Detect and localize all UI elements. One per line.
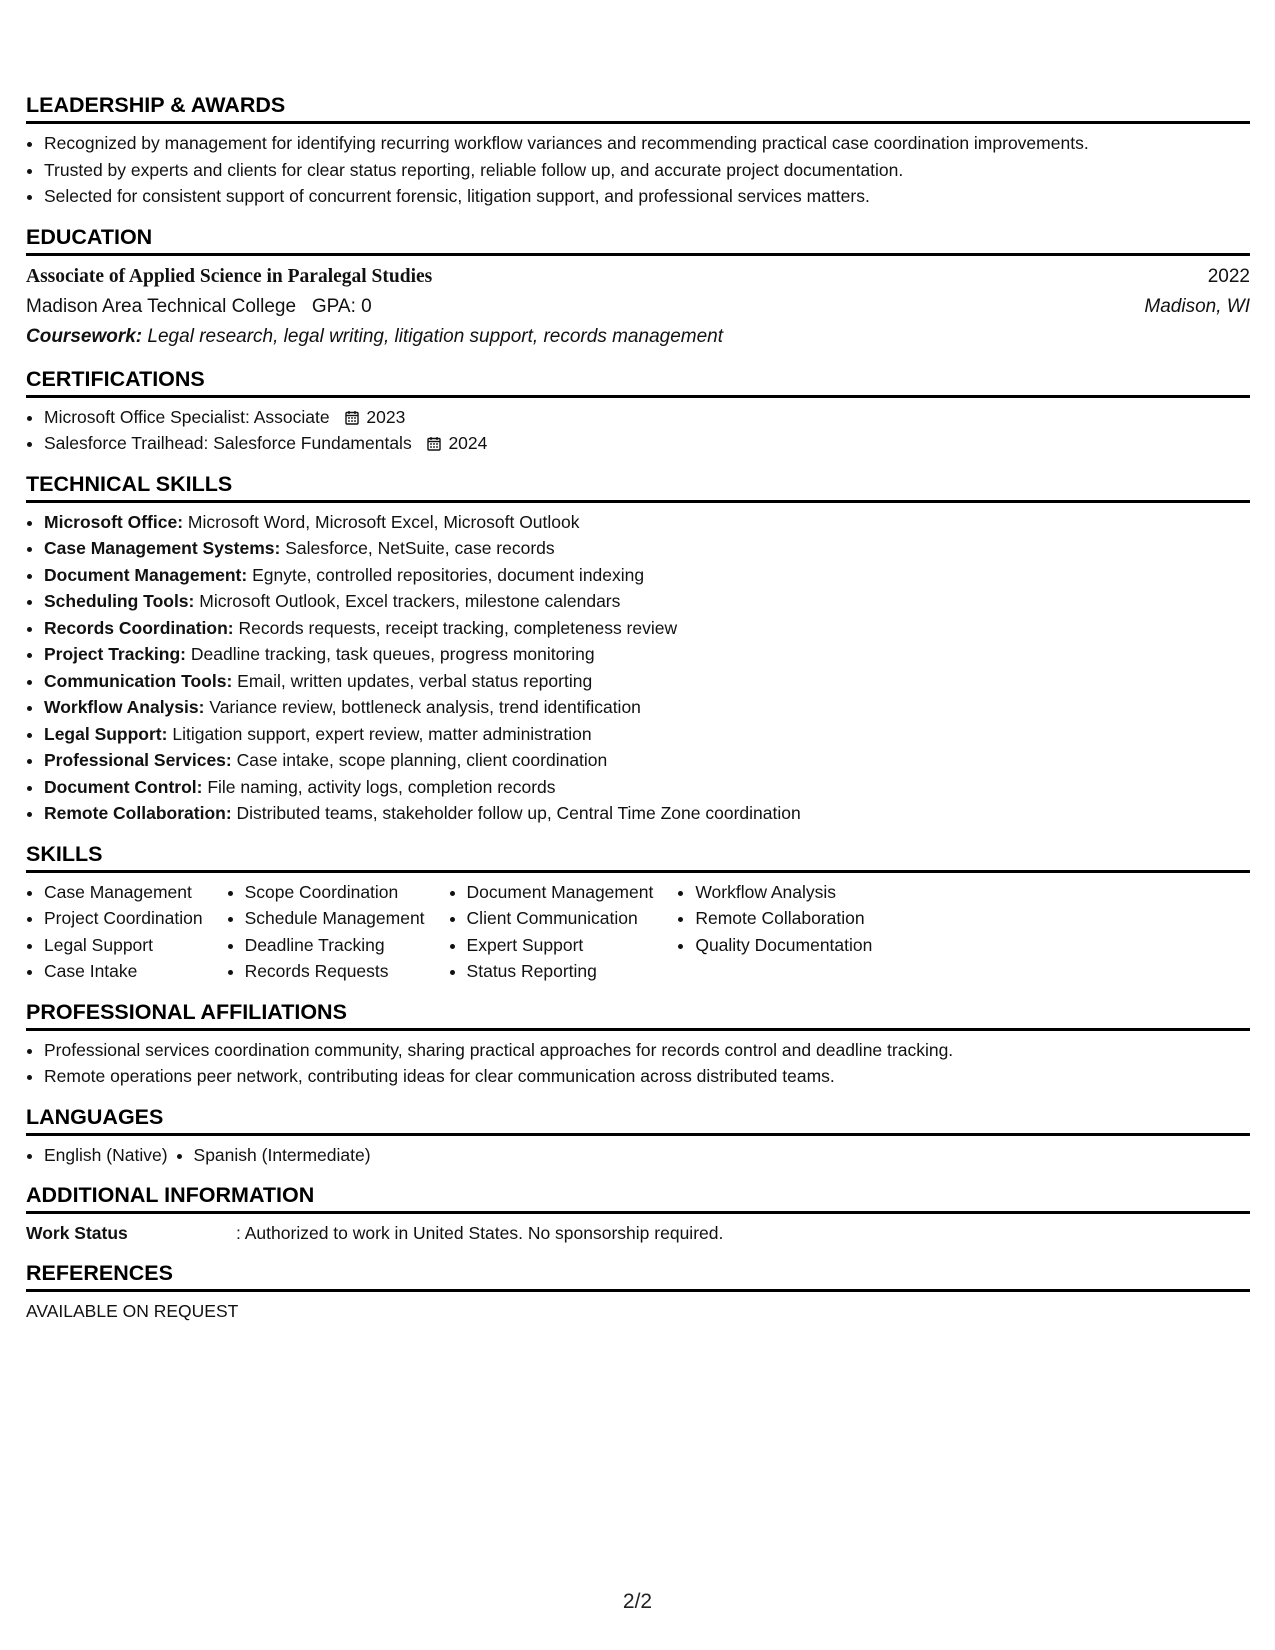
section-title-affiliations: PROFESSIONAL AFFILIATIONS xyxy=(26,999,1250,1031)
coursework-text: Legal research, legal writing, litigation support, records management xyxy=(147,325,724,347)
section-title-technical-skills: TECHNICAL SKILLS xyxy=(26,471,1250,503)
degree-year: 2022 xyxy=(1207,265,1250,287)
list-item xyxy=(44,615,1250,642)
section-title-leadership: LEADERSHIP & AWARDS xyxy=(26,92,1250,124)
list-item xyxy=(44,588,1250,615)
degree-name: Associate of Applied Science in Paralegal Studies xyxy=(26,265,433,287)
skill-item: • Workflow Analysis xyxy=(695,879,872,906)
skill-values: Records requests, receipt tracking, completeness review xyxy=(238,617,678,638)
skill-values: Variance review, bottleneck analysis, trend identification xyxy=(209,697,641,717)
skills-column xyxy=(677,879,872,985)
education-school-row xyxy=(26,292,1250,322)
list-item xyxy=(44,404,1250,431)
skill-values: Case intake, scope planning, client coordination xyxy=(236,750,608,770)
resume-page xyxy=(26,92,1250,1324)
skill-values: File naming, activity logs, completion records xyxy=(207,776,556,797)
skill-values: Deadline tracking, task queues, progress monitoring xyxy=(190,644,595,664)
list-item xyxy=(44,562,1250,589)
page-number: 2/2 xyxy=(622,1590,653,1613)
skill-item: • Status Reporting xyxy=(467,958,654,985)
skill-item: • Client Communication xyxy=(467,905,654,932)
list-item: • Trusted by experts and clients for clear status reporting, reliable follow up, and accurate project documentation. xyxy=(44,157,1250,184)
additional-section xyxy=(26,1182,1250,1246)
skill-category: Case Management Systems: xyxy=(44,538,281,558)
list-item xyxy=(44,694,1250,721)
section-title-references: REFERENCES xyxy=(26,1260,1250,1292)
leadership-section xyxy=(26,92,1250,210)
list-item xyxy=(44,668,1250,695)
skills-column xyxy=(26,879,203,985)
skill-item: • Expert Support xyxy=(467,932,654,959)
skill-category: Communication Tools: xyxy=(44,670,233,691)
languages-section xyxy=(26,1104,1250,1169)
affiliations-list xyxy=(26,1037,1250,1090)
skill-item: • Deadline Tracking xyxy=(245,932,425,959)
affiliations-section xyxy=(26,999,1250,1090)
skill-item: • Document Management xyxy=(467,879,654,906)
coursework xyxy=(26,322,1250,352)
skill-item: • Scope Coordination xyxy=(245,879,425,906)
work-status-value: : Authorized to work in United States. No sponsorship required. xyxy=(236,1223,724,1243)
references-section xyxy=(26,1260,1250,1324)
skill-item: • Case Management xyxy=(44,879,203,906)
calendar-icon xyxy=(427,436,441,451)
section-title-skills: SKILLS xyxy=(26,841,1250,873)
skills-column xyxy=(449,879,654,985)
list-item: • English (Native) xyxy=(44,1142,168,1169)
skill-category: Remote Collaboration: xyxy=(44,803,232,823)
skill-values: Email, written updates, verbal status reporting xyxy=(237,670,593,691)
references-text: AVAILABLE ON REQUEST xyxy=(26,1301,239,1321)
section-title-certifications: CERTIFICATIONS xyxy=(26,366,1250,398)
cert-name: Microsoft Office Specialist: Associate xyxy=(44,406,330,427)
list-item xyxy=(44,535,1250,562)
technical-skills-list xyxy=(26,509,1250,827)
school-location: Madison, WI xyxy=(1144,295,1250,317)
list-item xyxy=(44,800,1250,827)
skill-category: Document Management: xyxy=(44,564,248,585)
list-item xyxy=(44,721,1250,748)
skills-column xyxy=(227,879,425,985)
list-item xyxy=(44,641,1250,668)
skill-item: • Case Intake xyxy=(44,958,203,985)
cert-year: 2023 xyxy=(366,406,406,427)
skill-category: Project Tracking: xyxy=(44,644,186,664)
skill-item: • Quality Documentation xyxy=(695,932,872,959)
skills-section xyxy=(26,841,1250,985)
calendar-icon xyxy=(345,410,359,425)
list-item xyxy=(44,747,1250,774)
list-item xyxy=(44,774,1250,801)
leadership-list xyxy=(26,130,1250,210)
skill-item: • Remote Collaboration xyxy=(695,905,872,932)
skill-item: • Legal Support xyxy=(44,932,203,959)
skill-values: Microsoft Outlook, Excel trackers, milestone calendars xyxy=(199,591,621,611)
list-item xyxy=(44,430,1250,457)
coursework-label: Coursework: xyxy=(26,325,143,347)
skill-values: Litigation support, expert review, matter administration xyxy=(172,723,592,744)
languages-list xyxy=(26,1142,1250,1169)
education-degree-row xyxy=(26,262,1250,292)
skill-item: • Project Coordination xyxy=(44,905,203,932)
skill-values: Egnyte, controlled repositories, document indexing xyxy=(252,564,645,585)
skill-category: Scheduling Tools: xyxy=(44,591,195,611)
skills-grid xyxy=(26,879,1250,985)
skill-category: Document Control: xyxy=(44,776,203,797)
certifications-list xyxy=(26,404,1250,457)
skill-item: • Records Requests xyxy=(245,958,425,985)
section-title-additional: ADDITIONAL INFORMATION xyxy=(26,1182,1250,1214)
education-section xyxy=(26,224,1250,352)
skill-category: Workflow Analysis: xyxy=(44,697,205,717)
work-status-row xyxy=(26,1220,1250,1246)
skill-values: Distributed teams, stakeholder follow up, Central Time Zone coordination xyxy=(236,803,801,823)
skill-category: Microsoft Office: xyxy=(44,511,184,532)
work-status-label: Work Status xyxy=(26,1223,128,1243)
certifications-section xyxy=(26,366,1250,457)
list-item xyxy=(44,509,1250,536)
list-item: • Selected for consistent support of concurrent forensic, litigation support, and professional services matters. xyxy=(44,183,1250,210)
skill-category: Legal Support: xyxy=(44,723,168,744)
skill-category: Professional Services: xyxy=(44,750,232,770)
gpa: GPA: 0 xyxy=(311,295,372,317)
section-title-education: EDUCATION xyxy=(26,224,1250,256)
cert-name: Salesforce Trailhead: Salesforce Fundamentals xyxy=(44,433,412,453)
list-item: • Spanish (Intermediate) xyxy=(194,1142,371,1169)
list-item: • Professional services coordination community, sharing practical approaches for records control and deadline tracking. xyxy=(44,1037,1250,1064)
technical-skills-section xyxy=(26,471,1250,827)
section-title-languages: LANGUAGES xyxy=(26,1104,1250,1136)
skill-category: Records Coordination: xyxy=(44,617,234,638)
skill-values: Microsoft Word, Microsoft Excel, Microsoft Outlook xyxy=(187,511,580,532)
list-item: • Recognized by management for identifying recurring workflow variances and recommending practical case coordination improvements. xyxy=(44,130,1250,157)
list-item: • Remote operations peer network, contributing ideas for clear communication across distributed teams. xyxy=(44,1063,1250,1090)
school-name: Madison Area Technical College xyxy=(26,295,297,317)
cert-year: 2024 xyxy=(448,433,488,453)
skill-item: • Schedule Management xyxy=(245,905,425,932)
skill-values: Salesforce, NetSuite, case records xyxy=(285,538,555,558)
